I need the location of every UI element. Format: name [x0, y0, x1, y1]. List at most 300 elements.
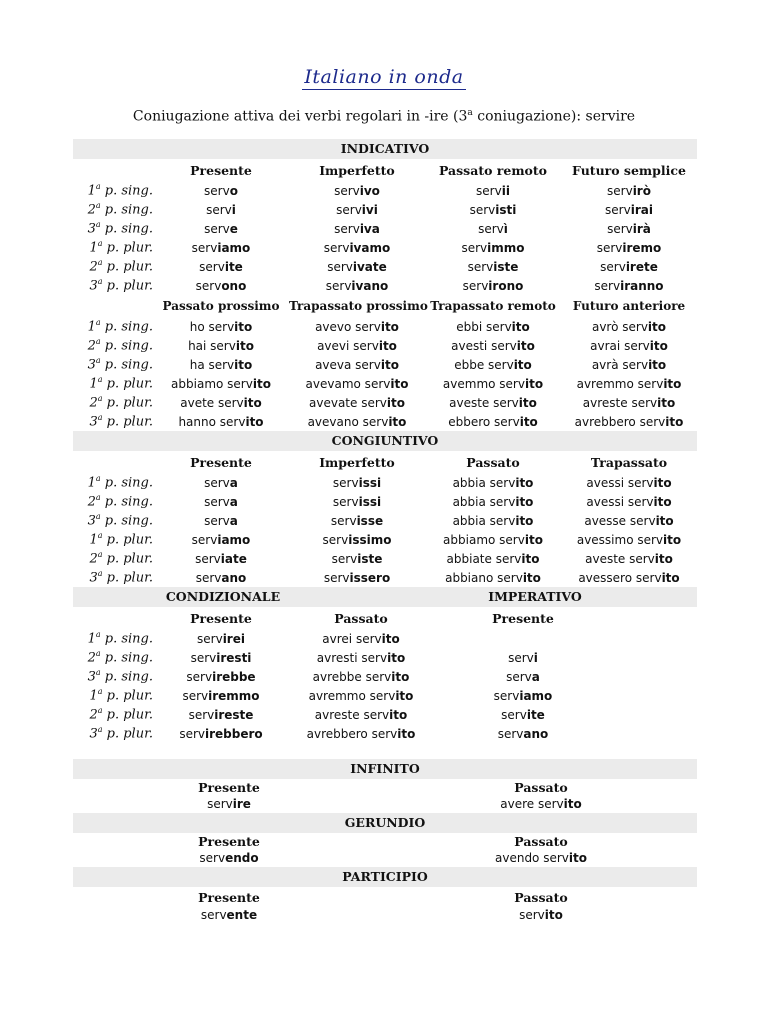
tense-header: Trapassato [590, 454, 668, 470]
verb-ending: issi [358, 475, 382, 490]
page-subtitle: Coniugazione attiva dei verbi regolari in -ire (3$^a$ coniugazione): servire [132, 108, 636, 125]
verb-ending: issimo [348, 532, 392, 547]
conjugation-cell [153, 184, 289, 198]
verb-stem: serv [191, 532, 218, 547]
verb-ending: ito [515, 475, 534, 490]
person-label: 3$^a$ p. sing. [87, 356, 153, 373]
verb-ending: ito [519, 414, 538, 429]
verb-stem: avesse serv [584, 513, 656, 528]
conjugation-cell [561, 339, 697, 353]
conjugation-cell [561, 222, 697, 236]
verb-stem: avesti serv [451, 338, 517, 353]
tense-header: Trapassato prossimo [289, 299, 428, 313]
conjugation-cell [561, 533, 697, 547]
verb-stem: avresti serv [316, 650, 388, 665]
verb-stem: abbiano serv [445, 570, 523, 585]
conjugation-row [73, 374, 697, 393]
conjugation-cell [153, 514, 289, 528]
conjugation-row [73, 686, 697, 705]
verb-stem: avevo serv [315, 319, 381, 334]
verb-ending: ito [380, 357, 399, 372]
verb-stem: avere serv [500, 797, 564, 811]
conjugation-cell [289, 184, 425, 198]
verb-ending: ito [647, 319, 667, 334]
ordinal-sup: a [97, 569, 103, 579]
verb-stem: serv [195, 551, 221, 566]
verb-ending: ito [663, 376, 682, 391]
verb-ending: ivamo [349, 240, 391, 255]
verb-stem: avrei serv [322, 631, 382, 646]
verb-stem: abbia serv [452, 513, 516, 528]
verb-stem: serv [519, 908, 545, 922]
verb-ending: ito [234, 357, 253, 372]
verb-stem: avevi serv [317, 338, 379, 353]
verb-ending: ito [513, 357, 532, 372]
conjugation-cell [425, 495, 561, 509]
verb-ending: iranno [620, 278, 664, 293]
conjugation-row [73, 530, 697, 549]
ordinal-sup: a [97, 550, 103, 560]
conjugation-cell [425, 476, 561, 490]
verb-ending: iamo [519, 688, 553, 703]
verb-ending: ito [521, 551, 540, 566]
conjugation-cell [425, 184, 561, 198]
verb-stem: serv [325, 278, 352, 293]
conjugation-cell [153, 495, 289, 509]
verb-stem: avreste serv [314, 707, 390, 722]
conjugation-cell [561, 552, 697, 566]
conjugation-row [73, 219, 697, 238]
verb-stem: aveva serv [315, 357, 381, 372]
verb-ending: ito [657, 395, 676, 410]
conjugation-cell [425, 377, 561, 391]
verb-stem: serv [323, 240, 350, 255]
mode-value [385, 850, 697, 867]
conjugation-cell [561, 184, 697, 198]
header-row [73, 159, 697, 181]
verb-ending: endo [225, 851, 259, 865]
verb-ending: irai [630, 202, 653, 217]
conjugation-cell [153, 632, 289, 646]
conjugation-row [73, 648, 697, 667]
verb-ending: issero [349, 570, 391, 585]
verb-ending: irono [488, 278, 524, 293]
verb-stem: avessero serv [578, 570, 662, 585]
conjugation-cell [289, 279, 425, 293]
conjugation-cell [561, 358, 697, 372]
conjugation-row [73, 276, 697, 295]
verb-stem: serv [336, 202, 362, 217]
section-band-dual [73, 587, 697, 607]
person-label: 1$^a$ p. plur. [89, 375, 153, 392]
ordinal-sup: a [97, 687, 103, 697]
verb-ending: ito [522, 570, 541, 585]
person-label: 1$^a$ p. sing. [87, 630, 153, 647]
conjugation-cell [425, 203, 561, 217]
person-label: 3$^a$ p. sing. [87, 512, 153, 529]
verb-stem: serv [478, 221, 504, 236]
verb-stem: serv [179, 726, 205, 741]
verb-ending: ire [232, 797, 251, 811]
conjugation-row [73, 336, 697, 355]
conjugation-cell [153, 476, 289, 490]
verb-ending: ito [511, 319, 530, 334]
conjugation-cell [425, 415, 561, 429]
conjugation-cell [425, 320, 561, 334]
conjugation-cell [433, 651, 613, 665]
ordinal-sup: a [97, 413, 103, 423]
conjugation-cell [153, 260, 289, 274]
verb-ending: isse [356, 513, 384, 528]
conjugation-cell [153, 670, 289, 684]
conjugation-cell [561, 514, 697, 528]
section-band: INFINITO [73, 759, 697, 779]
verb-ending: ivo [359, 183, 380, 198]
mode-value-row [73, 907, 697, 924]
verb-stem: serv [186, 669, 213, 684]
section-band: INDICATIVO [73, 139, 697, 159]
conjugation-cell [153, 727, 289, 741]
verb-ending: immo [487, 240, 525, 255]
person-label: 1$^a$ p. sing. [87, 474, 153, 491]
conjugation-row [73, 412, 697, 431]
person-label: 3$^a$ p. plur. [89, 569, 153, 586]
verb-ending: ito [524, 532, 543, 547]
conjugation-cell [425, 533, 561, 547]
verb-stem: aveste serv [585, 551, 655, 566]
verb-ending: a [229, 475, 238, 490]
verb-ending: a [229, 494, 238, 509]
verb-stem: serv [334, 183, 360, 198]
verb-ending: iamo [217, 240, 251, 255]
verb-stem: ebbero serv [448, 414, 520, 429]
conjugation-cell [153, 415, 289, 429]
verb-ending: ito [663, 532, 682, 547]
person-label: 3$^a$ p. sing. [87, 220, 153, 237]
ordinal-sup: a [97, 531, 103, 541]
person-label: 2$^a$ p. plur. [89, 394, 153, 411]
verb-stem: serv [322, 532, 349, 547]
conjugation-cell [289, 533, 425, 547]
conjugation-cell [289, 689, 433, 703]
conjugation-cell [425, 514, 561, 528]
spacer [73, 751, 697, 759]
verb-ending: irete [625, 259, 658, 274]
conjugation-cell [289, 476, 425, 490]
verb-stem: serv [204, 475, 230, 490]
verb-ending: ito [544, 908, 563, 922]
conjugation-cell [561, 260, 697, 274]
section-band-condizionale: CONDIZIONALE [165, 589, 281, 604]
mode-value-row [73, 796, 697, 813]
conjugation-cell [561, 377, 697, 391]
tense-header: Imperfetto [319, 162, 395, 178]
conjugation-cell [289, 358, 425, 372]
tense-header: Presente [190, 610, 252, 626]
conjugation-cell [289, 495, 425, 509]
section-band: CONGIUNTIVO [73, 431, 697, 451]
person-label: 3$^a$ p. plur. [89, 277, 153, 294]
mode-header: Passato [514, 780, 568, 795]
verb-ending: ito [397, 726, 416, 741]
verb-stem: avevamo serv [305, 376, 391, 391]
tense-header: Imperfetto [319, 454, 395, 470]
verb-ending: ito [389, 707, 408, 722]
verb-stem: avreste serv [582, 395, 658, 410]
person-label: 2$^a$ p. sing. [87, 493, 153, 510]
verb-ending: ì [503, 221, 508, 236]
verb-stem: ha serv [189, 357, 235, 372]
verb-stem: avrà serv [591, 357, 649, 372]
verb-stem: aveste serv [449, 395, 519, 410]
person-label: 1$^a$ p. plur. [89, 687, 153, 704]
verb-ending: isti [495, 202, 517, 217]
conjugation-row [73, 200, 697, 219]
conjugation-cell [425, 260, 561, 274]
verb-stem: serv [331, 551, 358, 566]
conjugation-cell [425, 552, 561, 566]
verb-ending: ivate [352, 259, 387, 274]
tense-header: Passato prossimo [162, 299, 280, 313]
verb-ending: ito [518, 395, 537, 410]
verb-stem: serv [469, 202, 496, 217]
conjugation-cell [153, 320, 289, 334]
conjugation-row [73, 705, 697, 724]
verb-stem: serv [493, 688, 520, 703]
conjugation-cell [289, 377, 425, 391]
mode-value [385, 907, 697, 924]
conjugation-cell [153, 689, 289, 703]
conjugation-row [73, 492, 697, 511]
ordinal-sup: a [97, 258, 103, 268]
mode-value [73, 796, 385, 813]
conjugation-cell [289, 571, 425, 585]
verb-stem: avrebbero serv [574, 414, 666, 429]
conjugation-cell [561, 495, 697, 509]
verb-stem: serv [327, 259, 353, 274]
tense-header: Presente [190, 454, 252, 470]
tense-header: Presente [492, 610, 554, 626]
ordinal-sup: a [95, 512, 101, 522]
verb-ending: ito [234, 319, 253, 334]
verb-stem: serv [323, 570, 350, 585]
person-label: 2$^a$ p. plur. [89, 550, 153, 567]
conjugation-cell [561, 320, 697, 334]
verb-ending: ito [515, 494, 534, 509]
verb-ending: ano [221, 570, 247, 585]
verb-stem: avessi serv [586, 494, 654, 509]
ordinal-sup: a [95, 337, 101, 347]
verb-stem: avessi serv [586, 475, 654, 490]
verb-stem: abbia serv [452, 494, 516, 509]
verb-ending: issi [358, 494, 382, 509]
verb-stem: serv [199, 259, 225, 274]
verb-ending: ivano [351, 278, 389, 293]
verb-ending: ito [665, 414, 684, 429]
verb-stem: avremmo serv [576, 376, 664, 391]
verb-stem: avete serv [180, 395, 244, 410]
ordinal-sup: a [95, 356, 101, 366]
verb-ending: ito [516, 338, 535, 353]
person-label: 3$^a$ p. plur. [89, 725, 153, 742]
verb-stem: serv [332, 475, 359, 490]
verb-stem: avrebbe serv [312, 669, 392, 684]
verb-stem: serv [204, 494, 230, 509]
conjugation-cell [153, 533, 289, 547]
ordinal-sup: a [97, 277, 103, 287]
verb-stem: serv [195, 278, 222, 293]
verb-stem: avrò serv [591, 319, 648, 334]
conjugation-cell [153, 203, 289, 217]
verb-ending: ito [380, 319, 399, 334]
header-row [73, 451, 697, 473]
verb-ending: i [231, 202, 236, 217]
conjugation-cell [289, 339, 425, 353]
ordinal-sup: a [95, 630, 101, 640]
ordinal-sup: a [95, 493, 101, 503]
verb-ending: irebbe [212, 669, 256, 684]
verb-ending: iste [357, 551, 383, 566]
verb-stem: avemmo serv [442, 376, 525, 391]
verb-ending: ano [523, 726, 549, 741]
conjugation-cell [289, 222, 425, 236]
conjugation-cell [153, 651, 289, 665]
section-band: PARTICIPIO [73, 867, 697, 887]
verb-ending: ito [653, 475, 672, 490]
verb-ending: ito [243, 395, 262, 410]
mode-header: Presente [198, 834, 260, 849]
conjugation-row [73, 568, 697, 587]
conjugation-row [73, 355, 697, 374]
person-label: 2$^a$ p. sing. [87, 337, 153, 354]
verb-stem: serv [204, 183, 230, 198]
verb-ending: ito [648, 357, 667, 372]
ordinal-sup: a [95, 474, 101, 484]
conjugation-cell [153, 279, 289, 293]
verb-ending: ito [563, 797, 582, 811]
conjugation-cell [433, 708, 613, 722]
verb-ending: ito [381, 631, 400, 646]
verb-stem: serv [506, 669, 532, 684]
verb-ending: ito [391, 669, 410, 684]
verb-ending: ito [655, 513, 674, 528]
ordinal-sup: a [97, 375, 103, 385]
mode-value-row [73, 850, 697, 867]
verb-ending: ito [654, 551, 673, 566]
ordinal-sup: a [97, 239, 103, 249]
verb-stem: avendo serv [495, 851, 569, 865]
verb-stem: serv [501, 707, 527, 722]
verb-stem: abbiamo serv [443, 532, 525, 547]
verb-ending: irei [222, 631, 245, 646]
conjugation-cell [153, 552, 289, 566]
verb-stem: serv [197, 631, 223, 646]
verb-ending: iresti [216, 650, 252, 665]
conjugation-cell [153, 571, 289, 585]
conjugation-cell [425, 339, 561, 353]
verb-ending: iste [493, 259, 519, 274]
ordinal-sup: a [97, 725, 103, 735]
ordinal-sup: a [95, 649, 101, 659]
verb-stem: serv [182, 688, 209, 703]
conjugation-row [73, 317, 697, 336]
tense-header: Futuro anteriore [572, 299, 686, 313]
verb-ending: iamo [217, 532, 251, 547]
mode-header: Passato [514, 834, 568, 849]
verb-stem: serv [605, 202, 631, 217]
tense-header: Passato remoto [438, 162, 547, 178]
verb-ending: ito [390, 376, 409, 391]
verb-stem: serv [600, 259, 626, 274]
conjugation-cell [153, 708, 289, 722]
ordinal-sup: a [95, 182, 101, 192]
verb-stem: hai serv [188, 338, 236, 353]
conjugation-cell [561, 396, 697, 410]
conjugation-cell [289, 727, 433, 741]
verb-stem: serv [330, 513, 357, 528]
verb-ending: o [229, 183, 238, 198]
verb-ending: ito [524, 376, 544, 391]
conjugation-cell [289, 415, 425, 429]
mode-head-row [73, 779, 697, 796]
person-label: 2$^a$ p. sing. [87, 649, 153, 666]
verb-stem: serv [596, 240, 623, 255]
conjugation-cell [153, 377, 289, 391]
verb-stem: avevano serv [307, 414, 389, 429]
page-title-wrap [0, 66, 768, 88]
conjugation-cell [561, 476, 697, 490]
conjugation-cell [289, 203, 425, 217]
conjugation-cell [425, 358, 561, 372]
person-label: 2$^a$ p. plur. [89, 706, 153, 723]
verb-stem: serv [190, 650, 217, 665]
conjugation-cell [289, 241, 425, 255]
conjugation-cell [561, 415, 697, 429]
verb-stem: avremmo serv [308, 688, 396, 703]
conjugation-table [73, 139, 697, 924]
conjugation-cell [561, 241, 697, 255]
conjugation-cell [561, 279, 697, 293]
conjugation-cell [153, 222, 289, 236]
mode-head-row [73, 833, 697, 850]
verb-ending: ii [501, 183, 510, 198]
verb-stem: serv [206, 202, 232, 217]
conjugation-row [73, 511, 697, 530]
verb-stem: abbiate serv [446, 551, 522, 566]
mode-header: Passato [514, 890, 568, 905]
ordinal-sup: a [95, 220, 101, 230]
verb-ending: ito [515, 513, 534, 528]
conjugation-row [73, 629, 697, 648]
conjugation-cell [561, 571, 697, 585]
ordinal-sup: a [97, 706, 103, 716]
conjugation-row [73, 549, 697, 568]
tense-header: Passato [466, 454, 520, 470]
verb-ending: ito [649, 338, 668, 353]
verb-stem: serv [332, 494, 359, 509]
conjugation-cell [289, 260, 425, 274]
verb-stem: serv [199, 851, 226, 865]
verb-stem: avevate serv [309, 395, 387, 410]
verb-ending: ito [235, 338, 254, 353]
tense-header: Presente [190, 162, 252, 178]
header-row [73, 295, 697, 317]
section-band: GERUNDIO [73, 813, 697, 833]
mode-head-row [73, 887, 697, 907]
ordinal-sup: a [95, 201, 101, 211]
person-label: 1$^a$ p. plur. [89, 239, 153, 256]
conjugation-cell [289, 514, 425, 528]
